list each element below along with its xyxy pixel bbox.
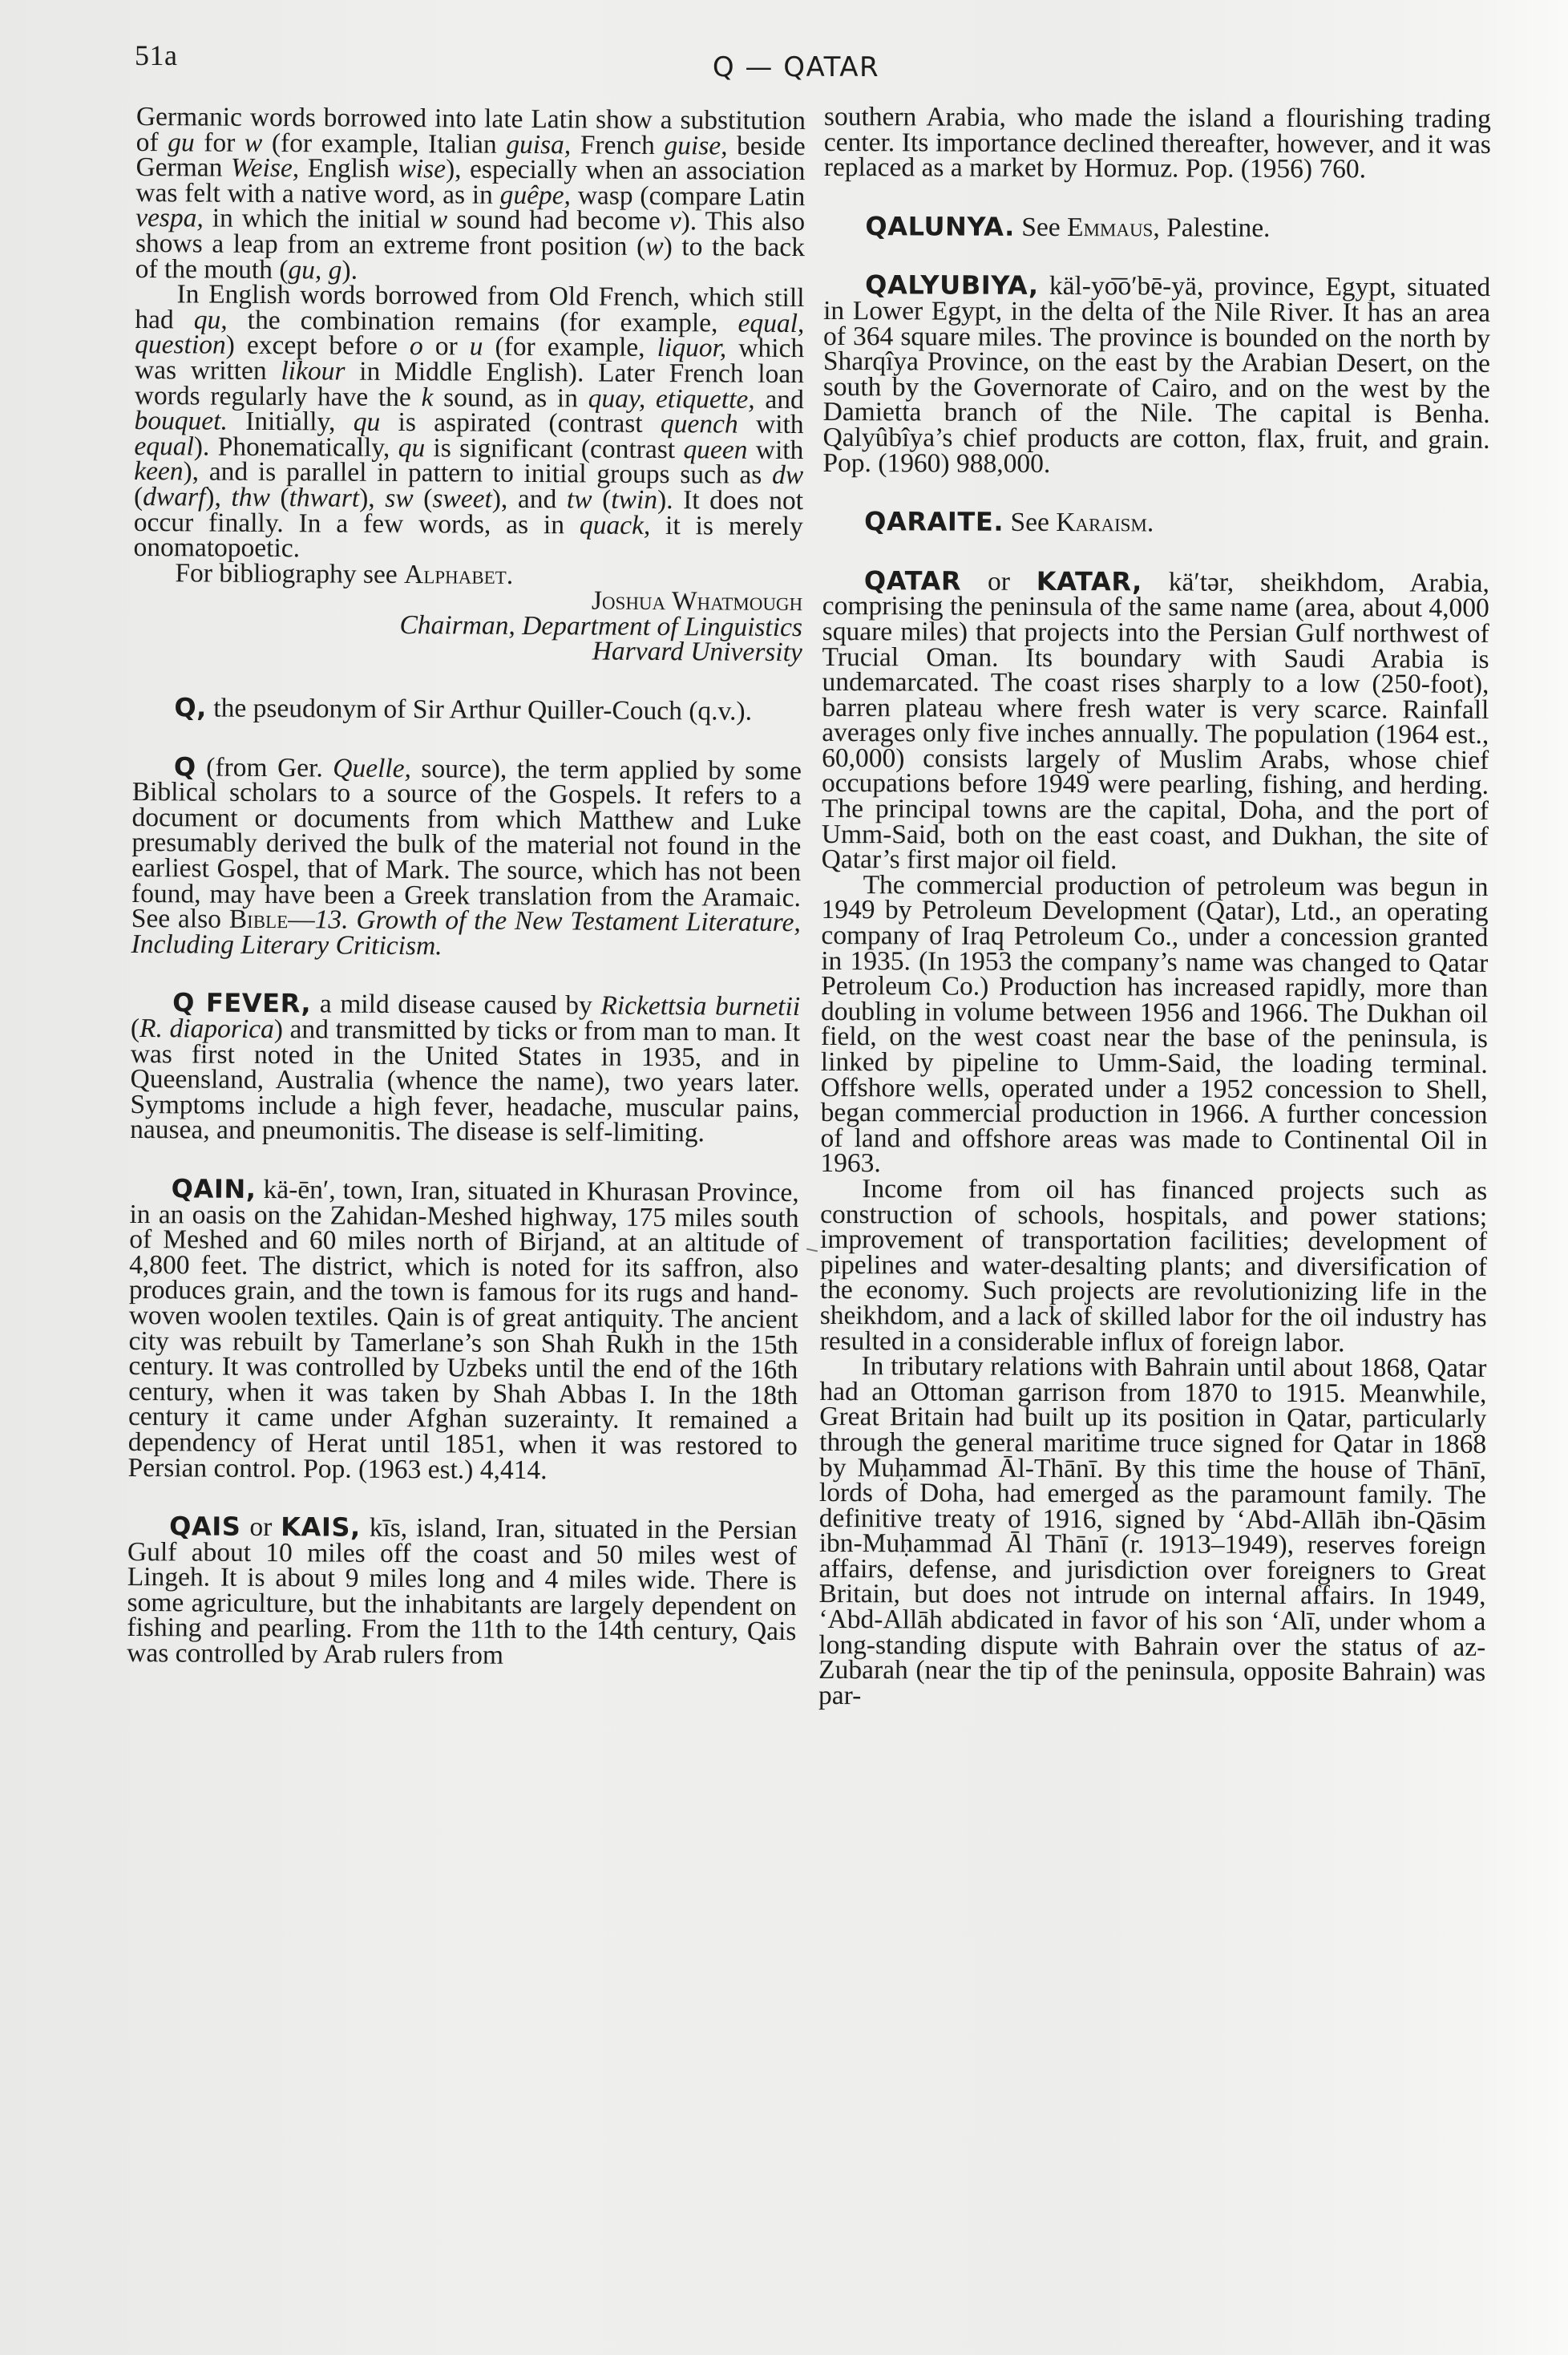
entry-qain: QAIN, kä-ēn′, town, Iran, situated in Khurasan Province, in an oasis on the Zahidan-Meshed highway, 175 miles south of Meshed and 60 miles north of Birjand, at an altitude of 4,800 feet. The district, which is noted for its saffron, also produces grain, and the town is famous for its rugs and hand-woven woolen textiles. Qain is of great antiquity. The ancient city was rebuilt by Tamerlane’s son Shah Rukh in the 15th century. It was controlled by Uzbeks until the end of the 16th century, when it was taken by Shah Abbas I. In the 18th century it came under Afghan suzerainty. It remained a dependency of Herat until 1851, when it was restored to Persian control. Pop. (1963 est.) 4,414.: [127, 1173, 799, 1485]
entry-headword: Q: [173, 751, 196, 783]
page-number: 51a: [135, 39, 178, 71]
entry-q-fever: Q FEVER, a mild disease caused by Rickettsia burnetii (R. diaporica) and transmitted by ticks or from man to man. It was first noted in the United States in 1935, and in Queensland, Australia (whence the name), two years later. Symptoms include a high fever, headache, muscular pains, nausea, and pneumonitis. The disease is self-limiting.: [130, 987, 801, 1148]
entry-headword: QAIN,: [171, 1173, 257, 1204]
entry-headword: QATAR: [863, 564, 962, 597]
entry-qatar-paragraph: The commercial production of petroleum was begun in 1949 by Petroleum Development (Qatar), Ltd., an operating company of Iraq Petroleum Co., under a concession granted in 1935. (In 1953 the company’s name was changed to Qatar Petroleum Co.) Production has increased rapidly, more than doubling in volume between 1956 and 1966. The Dukhan oil field, on the west coast near the base of the peninsula, is linked by pipeline to Umm-Said, the loading terminal. Offshore wells, operated under a 1952 concession to Shell, began commercial production in 1966. A further concession of land and offshore areas was made to Continental Oil in 1963.: [820, 870, 1489, 1179]
left-column: [127, 104, 806, 1670]
entry-qaraite: QARAITE. See Karaism.: [864, 506, 1154, 538]
entry-qatar: QATAR or KATAR, kä′tər, sheikhdom, Arabia, comprising the peninsula of the same name (area, about 4,000 square miles) that projects into the Persian Gulf northwest of Trucial Oman. Its boundary with Saudi Arabia is undemarcated. The coast rises sharply to a low (250-foot), barren plateau where fresh water is very scarce. Rainfall averages only five inches annually. The population (1964 est., 60,000) consists largely of Muslim Arabs, whose chief occupations before 1949 were pearling, fishing, and herding. The principal towns are the capital, Doha, and the port of Umm-Said, both on the east coast, and Dukhan, the site of Qatar’s first major oil field.: [821, 564, 1489, 876]
entry-qatar-paragraph: In tributary relations with Bahrain until about 1868, Qatar had an Ottoman garrison from 1870 to 1915. Meanwhile, Great Britain had built up its position in Qatar, particularly through the general maritime truce signed for Qatar in 1868 by Muḥammad Āl-Thānī. By this time the house of Thānī, lords of Doha, had emerged as the paramount family. The definitive treaty of 1916, signed by ‘Abd-Allāh ibn-Qāsim ibn-Muḥammad Āl Thānī (r. 1913–1949), reserves foreign affairs, defense, and jurisdiction over foreigners to Great Britain, but does not intrude on internal affairs. In 1949, ‘Abd-Allāh abdicated in favor of his son ‘Alī, under whom a long-standing dispute with Bahrain over the status of az-Zubarah (near the tip of the peninsula, opposite Bahrain) was par-: [818, 1351, 1487, 1711]
cross-reference-link[interactable]: Karaism: [1056, 508, 1147, 538]
entry-headword: QALUNYA.: [865, 210, 1015, 242]
entry-headword: QALYUBIYA,: [865, 269, 1039, 301]
cross-reference-link[interactable]: Alphabet: [403, 559, 507, 590]
entry-qais: QAIS or KAIS, kīs, island, Iran, situated in the Persian Gulf about 10 miles off the coast and 50 miles west of Lingeh. It is about 9 miles long and 4 miles wide. There is some agriculture, but the inhabitants are largely dependent on fishing and pearling. From the 11th to the 14th century, Qais was controlled by Arab rulers from: [127, 1511, 798, 1670]
author-institution: Harvard University: [592, 636, 802, 668]
entry-headword-alt: KAIS,: [281, 1511, 361, 1543]
cross-reference-link[interactable]: Emmaus: [1066, 212, 1154, 243]
continuation-paragraph: Germanic words borrowed into late Latin show a substitution of gu for w (for example, Italian guisa, French guise, beside German Weise, English wise), especially when an association was felt with a native word, as in guêpe, wasp (compare Latin vespa, in which the initial w sound had become v). This also shows a leap from an extreme front position (w) to the back of the mouth (gu, g).: [135, 102, 806, 285]
entry-headword-alt: KATAR,: [1036, 565, 1143, 597]
bibliography-note: For bibliography see Alphabet.: [175, 557, 514, 590]
continuation-paragraph: In English words borrowed from Old French, which still had qu, the combination remains (for example, equal, question) except before o or u (for example, liquor, which was written likour in Middle English). Later French loan words regularly have the k sound, as in quay, etiquette, and bouquet. Initially, qu is aspirated (contrast quench with equal). Phonematically, qu is significant (contrast queen with keen), and is parallel in pattern to initial groups such as dw (dwarf), thw (thwart), sw (sweet), and tw (twin). It does not occur finally. In a few words, as in quack, it is merely onomatopoetic.: [133, 279, 805, 564]
author-title: Chairman, Department of Linguistics: [399, 609, 803, 642]
right-column: [818, 104, 1491, 1710]
entry-headword: QAIS: [169, 1511, 241, 1542]
continuation-paragraph: southern Arabia, who made the island a flourishing trading center. Its importance declined thereafter, however, and it was replaced as a market by Hormuz. Pop. (1956) 760.: [823, 102, 1492, 184]
entry-headword: Q FEVER,: [172, 987, 312, 1019]
entry-q-source: Q (from Ger. Quelle, source), the term applied by some Biblical scholars to a source of the Gospels. It refers to a document or documents from which Matthew and Luke presumably derived the bulk of the material not found in the earliest Gospel, that of Mark. The source, which has not been found, may have been a Greek translation from the Aramaic. See also Bible—13. Growth of the New Testament Literature, Including Literary Criticism.: [131, 751, 802, 961]
entry-q-pseudonym: Q, the pseudonym of Sir Arthur Quiller-Couch (q.v.).: [174, 692, 753, 726]
entry-headword: Q,: [174, 692, 208, 723]
entry-qalyubiya: QALYUBIYA, käl-yo͞o′bē-yä, province, Egypt, situated in Lower Egypt, in the delta of the Nile River. It has an area of 364 square miles. The province is bounded on the north by Sharqîya Province, on the east by the Arabian Desert, on the south by the Governorate of Cairo, and on the west by the Damietta branch of the Nile. The capital is Benha. Qalyûbîya’s chief products are cotton, flax, fruit, and grain. Pop. (1960) 988,000.: [822, 269, 1491, 479]
author-signature: [133, 585, 803, 666]
cross-reference-link[interactable]: Bible: [228, 904, 289, 935]
stray-mark: [806, 1248, 818, 1252]
entry-headword: QARAITE.: [864, 506, 1004, 537]
running-head: Q — QATAR: [712, 51, 880, 83]
entry-qatar-paragraph: Income from oil has financed projects such as construction of schools, hospitals, and power stations; improvement of transportation facilities; development of pipelines and water-desalting plants; and diversification of the economy. Such projects are revolutionizing life in the sheikhdom, and a lack of skilled labor for the oil industry has resulted in a considerable influx of foreign labor.: [819, 1174, 1488, 1358]
author-name: Joshua Whatmough: [591, 585, 803, 617]
entry-qalunya: QALUNYA. See Emmaus, Palestine.: [865, 210, 1271, 243]
